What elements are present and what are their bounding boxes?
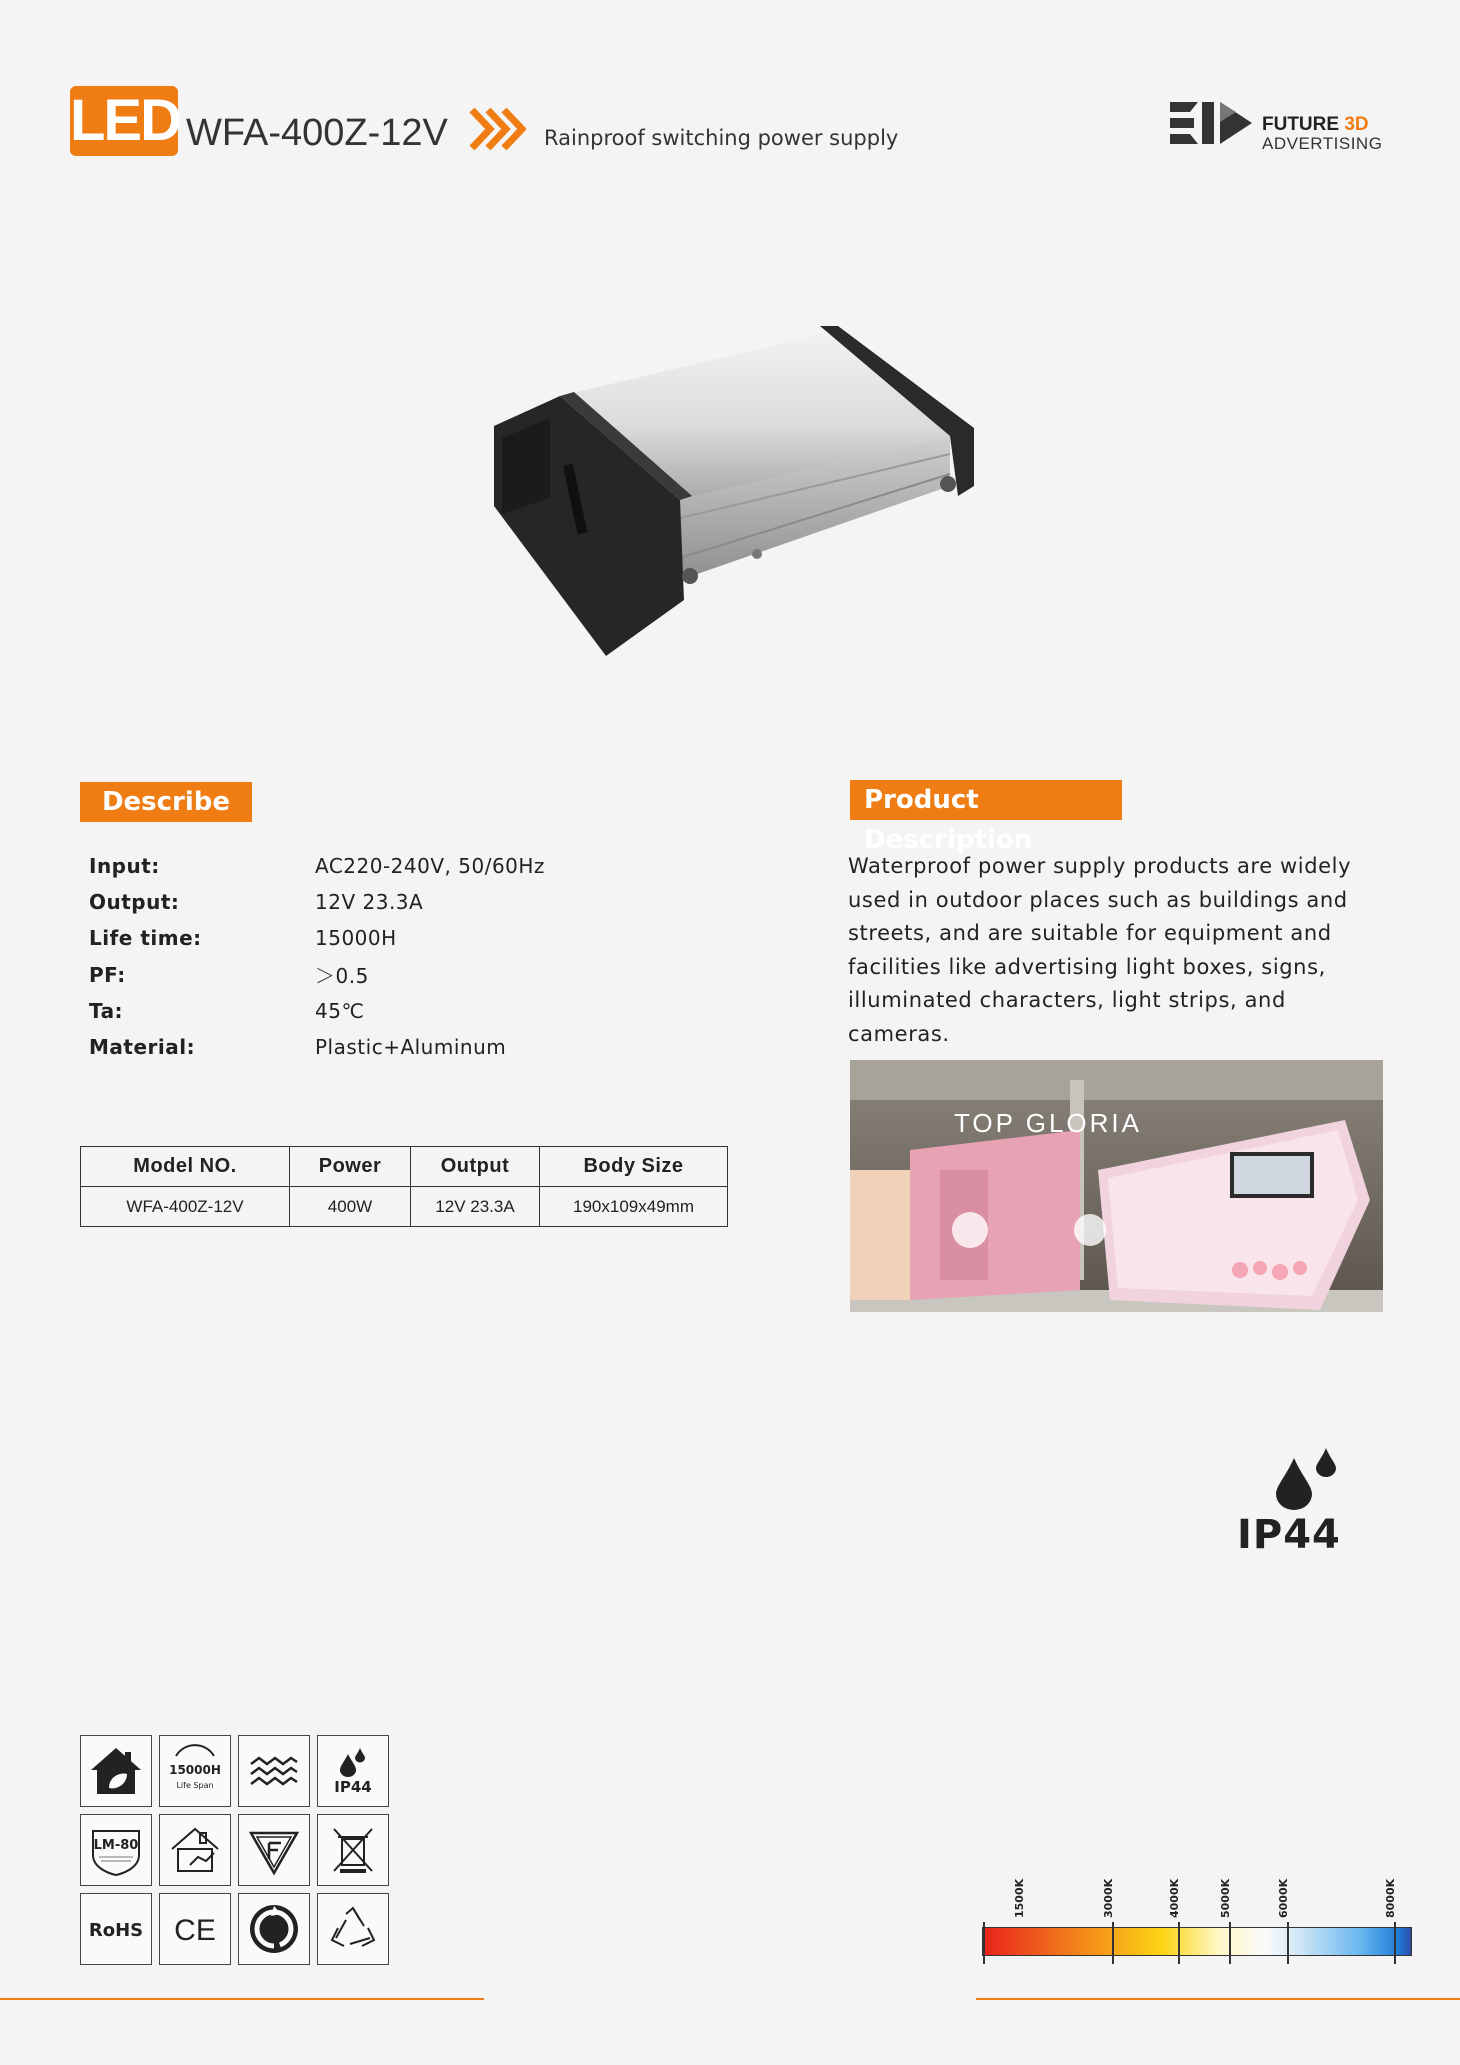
ct-tick [1112,1922,1114,1964]
double-chevron-icon [466,106,526,152]
spec-label: Input: [89,854,160,879]
weee-bin-icon [317,1814,389,1886]
describe-heading: Describe [80,782,252,822]
footer-line-right [976,1998,1460,2000]
indoor-use-icon [80,1735,152,1807]
ip44-icon [317,1735,389,1807]
lm80-icon [80,1814,152,1886]
spec-row [89,1029,545,1065]
rohs-icon [80,1893,152,1965]
ct-tick [1178,1922,1180,1964]
ct-tick [1394,1922,1396,1964]
table-header: Model NO. [81,1147,290,1187]
page-title: WFA-400Z-12V [186,112,448,154]
rohs-label: RoHS [88,1920,144,1941]
spec-label: Material: [89,1035,196,1060]
spec-value: AC220-240V, 50/60Hz [315,854,545,879]
green-dot-icon [238,1893,310,1965]
footer-line-left [0,1998,484,2000]
ct-tick [1229,1922,1231,1964]
spec-value: 15000H [315,926,397,951]
spec-label: PF: [89,962,126,987]
table-row [81,1187,728,1227]
ce-mark-icon [159,1893,231,1965]
table-cell: 400W [290,1187,411,1227]
table-cell: 12V 23.3A [411,1187,540,1227]
product-subtitle: Rainproof switching power supply [544,126,899,150]
spec-value: 12V 23.3A [315,890,424,915]
table-header-row [81,1147,728,1187]
spec-row [89,993,545,1029]
photo-sign-text: TOP GLORIA [954,1108,1142,1138]
ct-label: 8000K [1384,1878,1397,1918]
application-photo [850,1060,1383,1312]
water-waves-icon [238,1735,310,1807]
brand-name: FUTURE 3D [1262,114,1369,135]
brand-logo-icon [1168,98,1254,148]
spec-row [89,957,545,993]
table-header: Power [290,1147,411,1187]
spec-label: Life time: [89,926,202,951]
power-supply-image [480,318,980,668]
table-cell: WFA-400Z-12V [81,1187,290,1227]
ct-label: 1500K [1013,1878,1026,1918]
life-span-hours: 15000H [169,1763,221,1777]
life-span-label: Life Span [176,1781,214,1790]
table-header: Body Size [540,1147,728,1187]
led-badge: LED [70,86,178,156]
spec-value: Plastic+Aluminum [315,1035,507,1060]
ce-label: CE [174,1914,216,1947]
water-drops-icon [1272,1446,1342,1510]
model-table [80,1146,728,1227]
spec-row [89,848,545,884]
ct-label: 4000K [1168,1878,1181,1918]
ct-label: 3000K [1102,1878,1115,1918]
spec-row [89,884,545,920]
brand-tagline: ADVERTISING [1262,134,1383,153]
lm80-label: LM-80 [93,1838,139,1853]
ct-tick [1287,1922,1289,1964]
ip-rating: IP44 [1237,1512,1341,1558]
outdoor-use-icon [159,1814,231,1886]
spec-row [89,920,545,956]
product-description-text: Waterproof power supply products are widely used in outdoor places such as buildings and streets, and are suitable for equipment and facilities like advertising light boxes, signs, illuminated characters, light strips, and cameras. [848,854,1352,1046]
spec-label: Ta: [89,998,124,1023]
ct-label: 6000K [1277,1878,1290,1918]
ct-label: 5000K [1219,1878,1232,1918]
life-span-icon [159,1735,231,1807]
spec-value: 45℃ [315,998,365,1023]
spec-value: ＞0.5 [315,964,369,989]
table-header: Output [411,1147,540,1187]
f-mark-icon [238,1814,310,1886]
spec-list [89,848,545,1065]
product-description-heading: Product Description [850,780,1122,820]
ip44-icon-label: IP44 [334,1778,372,1796]
recycle-icon [317,1893,389,1965]
table-cell: 190x109x49mm [540,1187,728,1227]
ct-tick [983,1922,985,1964]
spec-label: Output: [89,890,180,915]
color-temperature-bar [982,1927,1412,1956]
